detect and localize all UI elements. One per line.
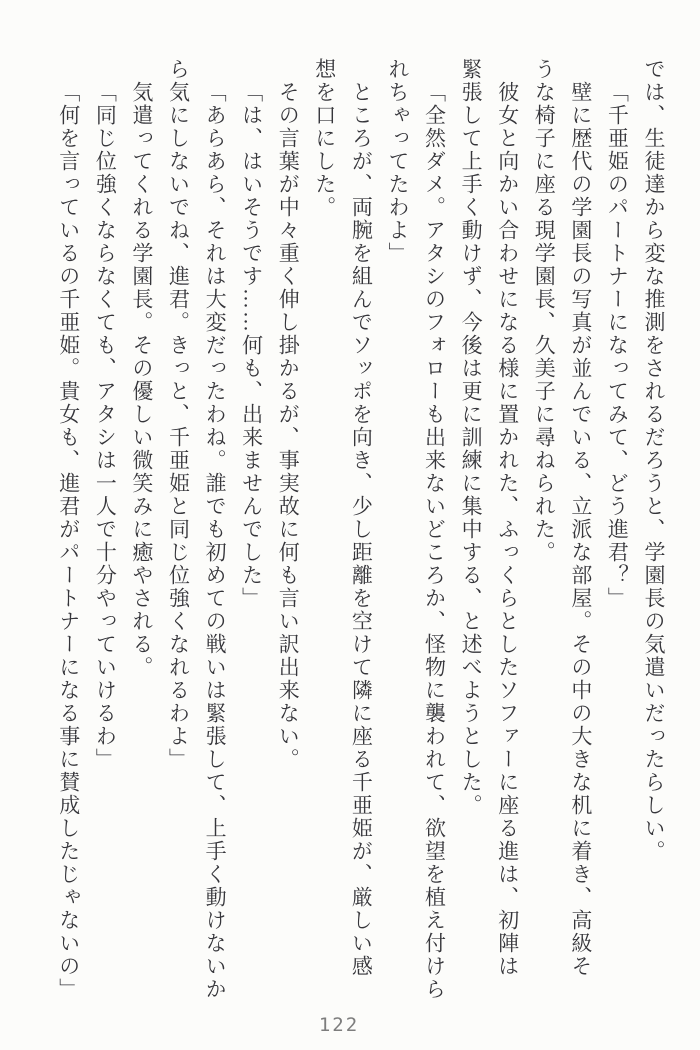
text-line: 「同じ位強くならなくても、アタシは一人で十分やっていけるわ」	[93, 81, 118, 771]
text-line: れちゃってたわよ」	[385, 58, 410, 265]
text-line: 壁に歴代の学園長の写真が並んでいる、立派な部屋。その中の大きな机に着き、高級そ	[568, 81, 593, 978]
page-number: 122	[318, 1014, 360, 1036]
text-line: 「は、はいそうです……何も、出来ませんでした」	[239, 81, 264, 610]
text-line: 気遣ってくれる学園長。その優しい微笑みに癒やされる。	[129, 81, 154, 679]
text-line: ら気にしないでね、進君。きっと、千亜姫と同じ位強くなれるわよ」	[166, 58, 191, 771]
text-line: うな椅子に座る現学園長、久美子に尋ねられた。	[532, 58, 557, 564]
text-line: 「あらあら、それは大変だったわね。誰でも初めての戦いは緊張して、上手く動けないか	[203, 81, 228, 1001]
text-line: その言葉が中々重く伸し掛かるが、事実故に何も言い訳出来ない。	[276, 81, 301, 771]
text-line: 「全然ダメ。アタシのフォローも出来ないどころか、怪物に襲われて、欲望を植え付けら	[422, 81, 447, 1001]
text-line: ところが、両腕を組んでソッポを向き、少し距離を空けて隣に座る千亜姫が、厳しい感	[349, 81, 374, 978]
text-line: 「何を言っているの千亜姫。貴女も、進君がパートナーになる事に賛成したじゃないの」	[56, 81, 81, 1001]
text-line: 彼女と向かい合わせになる様に置かれた、ふっくらとしたソファーに座る進は、初陣は	[495, 81, 520, 978]
text-line: 想を口にした。	[312, 58, 337, 219]
text-line: では、生徒達から変な推測をされるだろうと、学園長の気遣いだったらしい。	[642, 58, 666, 863]
text-line: 「千亜姫のパートナーになってみて、どう進君？」	[605, 81, 630, 610]
text-line: 緊張して上手く動けず、今後は更に訓練に集中する、と述べようとした。	[459, 58, 484, 817]
text-block	[50, 58, 672, 1023]
